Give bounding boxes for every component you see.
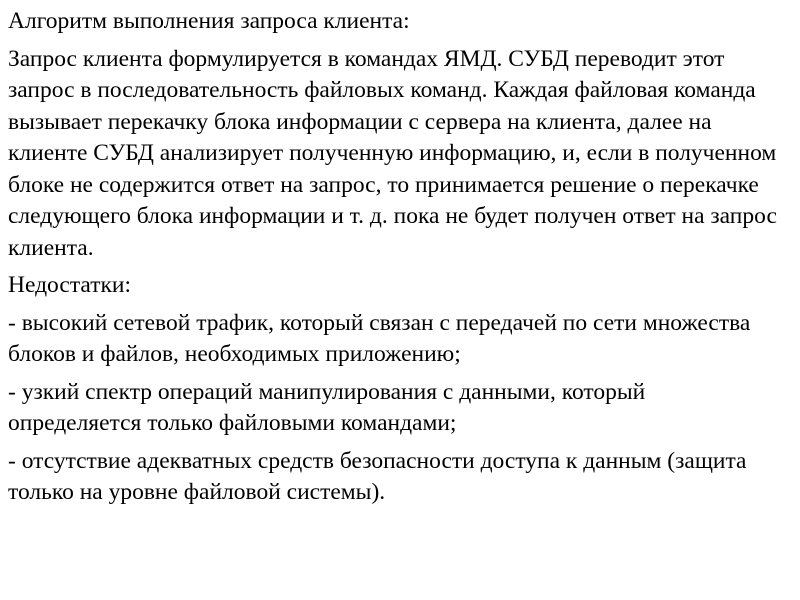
drawback-item-narrow-operations: - узкий спектр операций манипулирования с данными, который определяется только файловыми командами;: [8, 378, 646, 436]
slide-text-block: [8, 6, 783, 515]
drawback-item-security: - отсутствие адекватных средств безопасности доступа к данным (защита только на уровне файловой системы).: [8, 447, 747, 505]
algorithm-description: Запрос клиента формулируется в командах ЯМД. СУБД переводит этот запрос в последовательность файловых команд. Каждая файловая команда вызывает перекачку блока информации с сервера на клиента, далее на клиенте СУБД анализирует полученную информацию, и, если в полученном блоке не содержится ответ на запрос, то принимается решение о перекачке следующего блока информации и т. д. пока не будет получен ответ на запрос клиента.: [8, 45, 777, 261]
drawbacks-heading: Недостатки:: [8, 272, 131, 298]
drawback-item-network-traffic: - высокий сетевой трафик, который связан с передачей по сети множества блоков и файлов, необходимых приложению;: [8, 309, 751, 367]
algorithm-heading: Алгоритм выполнения запроса клиента:: [8, 8, 410, 34]
